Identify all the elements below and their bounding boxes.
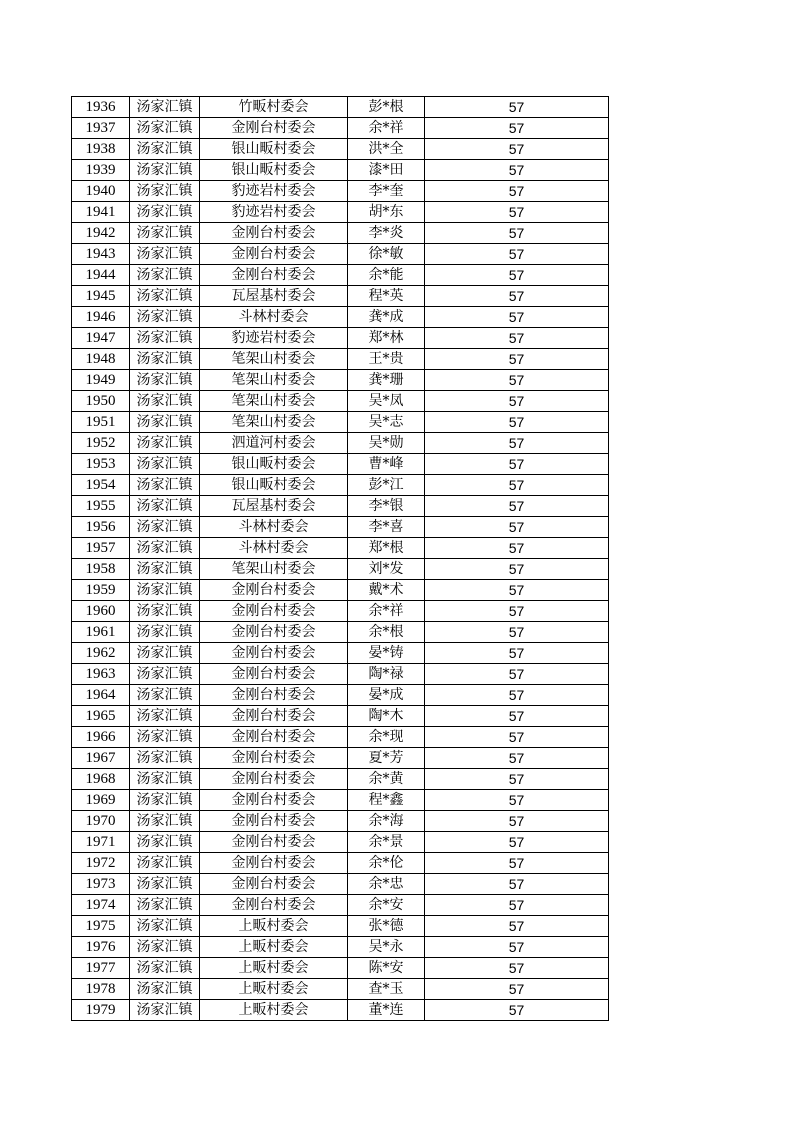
cell-town: 汤家汇镇 (130, 517, 200, 538)
cell-amount: 57 (425, 517, 609, 538)
table-row (72, 412, 609, 433)
cell-number: 1939 (72, 160, 130, 181)
cell-town: 汤家汇镇 (130, 601, 200, 622)
cell-town: 汤家汇镇 (130, 685, 200, 706)
cell-village: 豹迹岩村委会 (200, 202, 348, 223)
cell-amount: 57 (425, 475, 609, 496)
cell-amount: 57 (425, 538, 609, 559)
table-row (72, 349, 609, 370)
cell-name: 李*银 (348, 496, 425, 517)
cell-town: 汤家汇镇 (130, 202, 200, 223)
cell-town: 汤家汇镇 (130, 727, 200, 748)
cell-number: 1964 (72, 685, 130, 706)
cell-number: 1946 (72, 307, 130, 328)
cell-number: 1956 (72, 517, 130, 538)
cell-number: 1967 (72, 748, 130, 769)
cell-village: 金刚台村委会 (200, 685, 348, 706)
cell-number: 1938 (72, 139, 130, 160)
cell-name: 余*景 (348, 832, 425, 853)
cell-amount: 57 (425, 958, 609, 979)
cell-town: 汤家汇镇 (130, 811, 200, 832)
cell-village: 金刚台村委会 (200, 853, 348, 874)
cell-amount: 57 (425, 979, 609, 1000)
cell-town: 汤家汇镇 (130, 97, 200, 118)
cell-town: 汤家汇镇 (130, 979, 200, 1000)
cell-town: 汤家汇镇 (130, 538, 200, 559)
cell-village: 银山畈村委会 (200, 160, 348, 181)
cell-village: 金刚台村委会 (200, 244, 348, 265)
cell-amount: 57 (425, 937, 609, 958)
table-row (72, 979, 609, 1000)
table-row (72, 202, 609, 223)
table-body (72, 97, 609, 1021)
table-row (72, 307, 609, 328)
cell-name: 晏*铸 (348, 643, 425, 664)
table-row (72, 496, 609, 517)
cell-village: 豹迹岩村委会 (200, 328, 348, 349)
cell-name: 刘*发 (348, 559, 425, 580)
cell-name: 晏*成 (348, 685, 425, 706)
table-row (72, 664, 609, 685)
cell-village: 上畈村委会 (200, 958, 348, 979)
cell-name: 郑*根 (348, 538, 425, 559)
cell-number: 1954 (72, 475, 130, 496)
cell-village: 瓦屋基村委会 (200, 286, 348, 307)
cell-amount: 57 (425, 433, 609, 454)
cell-amount: 57 (425, 181, 609, 202)
cell-name: 李*喜 (348, 517, 425, 538)
cell-number: 1959 (72, 580, 130, 601)
cell-town: 汤家汇镇 (130, 874, 200, 895)
cell-town: 汤家汇镇 (130, 454, 200, 475)
cell-village: 金刚台村委会 (200, 874, 348, 895)
cell-amount: 57 (425, 328, 609, 349)
cell-village: 金刚台村委会 (200, 580, 348, 601)
cell-number: 1971 (72, 832, 130, 853)
cell-name: 余*祥 (348, 118, 425, 139)
table-row (72, 685, 609, 706)
table-row (72, 811, 609, 832)
cell-amount: 57 (425, 391, 609, 412)
cell-town: 汤家汇镇 (130, 349, 200, 370)
cell-name: 张*德 (348, 916, 425, 937)
cell-amount: 57 (425, 244, 609, 265)
table-row (72, 559, 609, 580)
table-row (72, 643, 609, 664)
cell-village: 金刚台村委会 (200, 832, 348, 853)
cell-town: 汤家汇镇 (130, 391, 200, 412)
cell-name: 戴*术 (348, 580, 425, 601)
cell-number: 1963 (72, 664, 130, 685)
cell-village: 上畈村委会 (200, 916, 348, 937)
cell-town: 汤家汇镇 (130, 286, 200, 307)
cell-town: 汤家汇镇 (130, 769, 200, 790)
cell-town: 汤家汇镇 (130, 559, 200, 580)
cell-village: 金刚台村委会 (200, 265, 348, 286)
cell-number: 1943 (72, 244, 130, 265)
cell-number: 1937 (72, 118, 130, 139)
cell-number: 1950 (72, 391, 130, 412)
cell-town: 汤家汇镇 (130, 265, 200, 286)
cell-name: 曹*峰 (348, 454, 425, 475)
cell-name: 彭*江 (348, 475, 425, 496)
cell-village: 金刚台村委会 (200, 118, 348, 139)
cell-amount: 57 (425, 832, 609, 853)
cell-village: 豹迹岩村委会 (200, 181, 348, 202)
cell-amount: 57 (425, 580, 609, 601)
cell-amount: 57 (425, 1000, 609, 1021)
cell-village: 金刚台村委会 (200, 748, 348, 769)
cell-name: 陈*安 (348, 958, 425, 979)
cell-name: 程*英 (348, 286, 425, 307)
cell-amount: 57 (425, 811, 609, 832)
cell-amount: 57 (425, 412, 609, 433)
cell-name: 余*现 (348, 727, 425, 748)
cell-number: 1979 (72, 1000, 130, 1021)
cell-number: 1958 (72, 559, 130, 580)
cell-town: 汤家汇镇 (130, 748, 200, 769)
table-row (72, 727, 609, 748)
cell-town: 汤家汇镇 (130, 433, 200, 454)
cell-name: 王*贵 (348, 349, 425, 370)
cell-number: 1965 (72, 706, 130, 727)
cell-amount: 57 (425, 370, 609, 391)
table-row (72, 118, 609, 139)
cell-amount: 57 (425, 643, 609, 664)
table-row (72, 97, 609, 118)
cell-number: 1975 (72, 916, 130, 937)
cell-village: 泗道河村委会 (200, 433, 348, 454)
table-row (72, 160, 609, 181)
cell-amount: 57 (425, 454, 609, 475)
cell-village: 斗林村委会 (200, 517, 348, 538)
cell-name: 龚*珊 (348, 370, 425, 391)
cell-number: 1951 (72, 412, 130, 433)
cell-village: 斗林村委会 (200, 538, 348, 559)
cell-number: 1949 (72, 370, 130, 391)
cell-town: 汤家汇镇 (130, 496, 200, 517)
cell-village: 上畈村委会 (200, 979, 348, 1000)
cell-number: 1962 (72, 643, 130, 664)
cell-number: 1978 (72, 979, 130, 1000)
table-row (72, 958, 609, 979)
cell-amount: 57 (425, 769, 609, 790)
cell-village: 银山畈村委会 (200, 139, 348, 160)
table-row (72, 748, 609, 769)
cell-amount: 57 (425, 223, 609, 244)
cell-number: 1966 (72, 727, 130, 748)
cell-amount: 57 (425, 727, 609, 748)
cell-name: 查*玉 (348, 979, 425, 1000)
cell-town: 汤家汇镇 (130, 853, 200, 874)
cell-amount: 57 (425, 706, 609, 727)
cell-number: 1972 (72, 853, 130, 874)
cell-number: 1941 (72, 202, 130, 223)
cell-name: 余*黄 (348, 769, 425, 790)
cell-name: 漆*田 (348, 160, 425, 181)
cell-town: 汤家汇镇 (130, 664, 200, 685)
cell-village: 上畈村委会 (200, 937, 348, 958)
cell-amount: 57 (425, 559, 609, 580)
cell-town: 汤家汇镇 (130, 790, 200, 811)
cell-amount: 57 (425, 748, 609, 769)
cell-name: 龚*成 (348, 307, 425, 328)
cell-name: 吴*凤 (348, 391, 425, 412)
cell-town: 汤家汇镇 (130, 139, 200, 160)
cell-number: 1955 (72, 496, 130, 517)
cell-village: 笔架山村委会 (200, 370, 348, 391)
cell-amount: 57 (425, 349, 609, 370)
cell-village: 笔架山村委会 (200, 349, 348, 370)
cell-amount: 57 (425, 601, 609, 622)
cell-number: 1945 (72, 286, 130, 307)
cell-amount: 57 (425, 685, 609, 706)
cell-name: 吴*志 (348, 412, 425, 433)
cell-village: 金刚台村委会 (200, 769, 348, 790)
cell-village: 金刚台村委会 (200, 664, 348, 685)
table-row (72, 475, 609, 496)
cell-amount: 57 (425, 790, 609, 811)
cell-name: 吴*勋 (348, 433, 425, 454)
cell-town: 汤家汇镇 (130, 475, 200, 496)
cell-amount: 57 (425, 202, 609, 223)
cell-number: 1953 (72, 454, 130, 475)
cell-name: 余*安 (348, 895, 425, 916)
table-row (72, 895, 609, 916)
table-row (72, 790, 609, 811)
cell-name: 李*炎 (348, 223, 425, 244)
cell-number: 1960 (72, 601, 130, 622)
cell-number: 1961 (72, 622, 130, 643)
cell-village: 笔架山村委会 (200, 559, 348, 580)
table-row (72, 244, 609, 265)
table-row (72, 286, 609, 307)
cell-amount: 57 (425, 118, 609, 139)
data-table (71, 96, 609, 1021)
cell-amount: 57 (425, 895, 609, 916)
table-row (72, 937, 609, 958)
cell-name: 夏*芳 (348, 748, 425, 769)
cell-village: 笔架山村委会 (200, 412, 348, 433)
table-row (72, 454, 609, 475)
cell-village: 金刚台村委会 (200, 811, 348, 832)
table-row (72, 370, 609, 391)
cell-amount: 57 (425, 286, 609, 307)
cell-amount: 57 (425, 664, 609, 685)
cell-name: 余*忠 (348, 874, 425, 895)
cell-number: 1977 (72, 958, 130, 979)
cell-town: 汤家汇镇 (130, 916, 200, 937)
cell-amount: 57 (425, 265, 609, 286)
cell-village: 瓦屋基村委会 (200, 496, 348, 517)
cell-amount: 57 (425, 139, 609, 160)
cell-village: 金刚台村委会 (200, 895, 348, 916)
cell-town: 汤家汇镇 (130, 118, 200, 139)
cell-village: 金刚台村委会 (200, 706, 348, 727)
table-row (72, 538, 609, 559)
cell-number: 1948 (72, 349, 130, 370)
cell-village: 斗林村委会 (200, 307, 348, 328)
cell-village: 金刚台村委会 (200, 601, 348, 622)
table-row (72, 391, 609, 412)
table-row (72, 517, 609, 538)
cell-town: 汤家汇镇 (130, 328, 200, 349)
cell-amount: 57 (425, 874, 609, 895)
cell-number: 1952 (72, 433, 130, 454)
cell-town: 汤家汇镇 (130, 580, 200, 601)
table-row (72, 622, 609, 643)
cell-village: 金刚台村委会 (200, 622, 348, 643)
cell-village: 笔架山村委会 (200, 391, 348, 412)
cell-amount: 57 (425, 160, 609, 181)
table-row (72, 874, 609, 895)
cell-number: 1969 (72, 790, 130, 811)
cell-amount: 57 (425, 97, 609, 118)
cell-number: 1944 (72, 265, 130, 286)
cell-number: 1968 (72, 769, 130, 790)
cell-number: 1942 (72, 223, 130, 244)
cell-number: 1957 (72, 538, 130, 559)
cell-name: 余*根 (348, 622, 425, 643)
cell-name: 郑*林 (348, 328, 425, 349)
table-row (72, 853, 609, 874)
cell-town: 汤家汇镇 (130, 832, 200, 853)
cell-name: 洪*全 (348, 139, 425, 160)
table-row (72, 769, 609, 790)
cell-name: 陶*禄 (348, 664, 425, 685)
cell-village: 金刚台村委会 (200, 790, 348, 811)
cell-name: 程*鑫 (348, 790, 425, 811)
cell-town: 汤家汇镇 (130, 412, 200, 433)
table-row (72, 706, 609, 727)
cell-name: 陶*木 (348, 706, 425, 727)
cell-number: 1947 (72, 328, 130, 349)
cell-village: 银山畈村委会 (200, 475, 348, 496)
cell-amount: 57 (425, 496, 609, 517)
cell-village: 银山畈村委会 (200, 454, 348, 475)
cell-number: 1976 (72, 937, 130, 958)
cell-name: 吴*永 (348, 937, 425, 958)
cell-name: 余*海 (348, 811, 425, 832)
cell-number: 1936 (72, 97, 130, 118)
table-row (72, 181, 609, 202)
table-row (72, 580, 609, 601)
cell-town: 汤家汇镇 (130, 181, 200, 202)
cell-town: 汤家汇镇 (130, 622, 200, 643)
cell-name: 董*连 (348, 1000, 425, 1021)
table-row (72, 433, 609, 454)
table-row (72, 223, 609, 244)
table-row (72, 1000, 609, 1021)
cell-amount: 57 (425, 916, 609, 937)
cell-village: 上畈村委会 (200, 1000, 348, 1021)
cell-town: 汤家汇镇 (130, 643, 200, 664)
cell-amount: 57 (425, 307, 609, 328)
cell-name: 李*奎 (348, 181, 425, 202)
cell-name: 胡*东 (348, 202, 425, 223)
cell-name: 彭*根 (348, 97, 425, 118)
cell-village: 金刚台村委会 (200, 727, 348, 748)
cell-town: 汤家汇镇 (130, 160, 200, 181)
cell-town: 汤家汇镇 (130, 706, 200, 727)
table-row (72, 916, 609, 937)
cell-village: 竹畈村委会 (200, 97, 348, 118)
cell-number: 1974 (72, 895, 130, 916)
cell-amount: 57 (425, 622, 609, 643)
cell-town: 汤家汇镇 (130, 937, 200, 958)
cell-town: 汤家汇镇 (130, 244, 200, 265)
cell-town: 汤家汇镇 (130, 958, 200, 979)
cell-town: 汤家汇镇 (130, 370, 200, 391)
table-row (72, 265, 609, 286)
cell-town: 汤家汇镇 (130, 1000, 200, 1021)
cell-amount: 57 (425, 853, 609, 874)
cell-village: 金刚台村委会 (200, 223, 348, 244)
table-row (72, 832, 609, 853)
cell-name: 余*祥 (348, 601, 425, 622)
table-row (72, 139, 609, 160)
table-row (72, 601, 609, 622)
cell-number: 1973 (72, 874, 130, 895)
cell-village: 金刚台村委会 (200, 643, 348, 664)
cell-number: 1940 (72, 181, 130, 202)
cell-town: 汤家汇镇 (130, 223, 200, 244)
table-row (72, 328, 609, 349)
cell-name: 余*伦 (348, 853, 425, 874)
cell-town: 汤家汇镇 (130, 307, 200, 328)
cell-town: 汤家汇镇 (130, 895, 200, 916)
cell-number: 1970 (72, 811, 130, 832)
cell-name: 余*能 (348, 265, 425, 286)
cell-name: 徐*敏 (348, 244, 425, 265)
